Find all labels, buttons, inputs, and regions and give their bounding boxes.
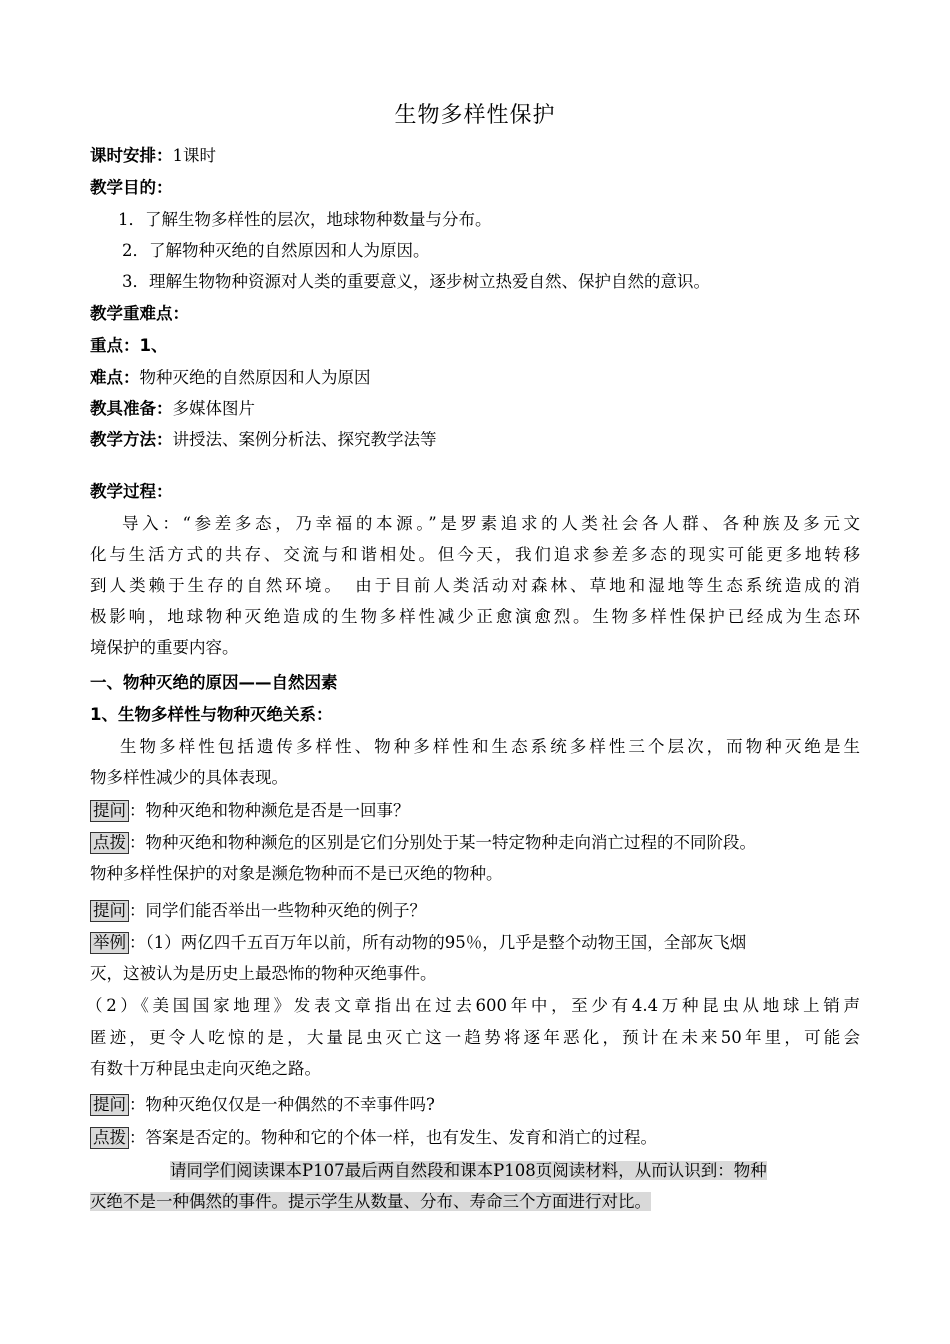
question-tag: 提问 [90,900,129,922]
reading-text: 请同学们阅读课本P107最后两自然段和课本P108页阅读材料，从而认识到：物种 [170,1161,767,1180]
aim-item: 3．理解生物物种资源对人类的重要意义，逐步树立热爱自然、保护自然的意识。 [122,272,710,291]
reading-line [90,1192,860,1212]
question-tag: 提问 [90,1094,129,1116]
example-tag: 举例 [90,932,129,954]
tools-value: 多媒体图片 [172,399,255,418]
tools-label: 教具准备： [90,399,173,418]
aim-item: 1．了解生物多样性的层次，地球物种数量与分布。 [118,210,492,229]
document-title: 生物多样性保护 [394,103,556,128]
paragraph-line: 物多样性减少的具体表现。 [90,768,288,787]
example-line: 有数十万种昆虫走向灭绝之路。 [90,1059,321,1078]
example-line [90,932,860,954]
subsection-heading: 1、生物多样性与物种灭绝关系： [90,705,333,724]
question-text: ：同学们能否举出一些物种灭绝的例子？ [129,901,426,920]
intro-line: 化与生活方式的共存、交流与和谐相处。但今天，我们追求参差多态的现实可能更多地转移 [90,545,860,564]
methods-value: 讲授法、案例分析法、探究教学法等 [172,430,437,449]
aim-item: 2．了解物种灭绝的自然原因和人为原因。 [122,241,430,260]
difficulty-value: 物种灭绝的自然原因和人为原因 [139,368,371,387]
schedule-label: 课时安排： [90,146,173,165]
hint-line [90,1127,860,1149]
focus-label: 重点：1、 [90,336,168,355]
methods-label: 教学方法： [90,430,173,449]
difficulty-label: 难点： [90,368,140,387]
hint-line: 物种多样性保护的对象是濒危物种而不是已灭绝的物种。 [90,864,503,883]
tools-line [90,399,860,419]
example-line: （2）《美国国家地理》发表文章指出在过去600年中，至少有4.4万种昆虫从地球上销声 [86,996,860,1015]
intro-line: 境保护的重要内容。 [90,638,239,657]
key-points-label: 教学重难点： [90,304,189,323]
example-line: 匿迹，更令人吃惊的是，大量昆虫灭亡这一趋势将逐年恶化，预计在未来50年里，可能会 [90,1028,860,1047]
schedule-value: 1课时 [172,146,216,165]
reading-text: 灭绝不是一种偶然的事件。提示学生从数量、分布、寿命三个方面进行对比。 [90,1192,651,1211]
methods-line [90,430,860,450]
intro-line: 极影响，地球物种灭绝造成的生物多样性减少正愈演愈烈。生物多样性保护已经成为生态环 [90,607,860,626]
example-line: 灭，这被认为是历史上最恐怖的物种灭绝事件。 [90,964,437,983]
example-text: ：（1）两亿四千五百万年以前，所有动物的95％，几乎是整个动物王国，全部灰飞烟 [129,933,747,952]
paragraph-line: 生物多样性包括遗传多样性、物种多样性和生态系统多样性三个层次，而物种灭绝是生 [120,737,860,756]
schedule-line [90,146,860,166]
difficulty-line [90,368,860,388]
question-tag: 提问 [90,800,129,822]
hint-tag: 点拨 [90,1127,129,1149]
reading-line [170,1161,860,1181]
intro-line: 到人类赖于生存的自然环境。 由于目前人类活动对森林、草地和湿地等生态系统造成的消 [90,576,860,595]
question-line [90,800,860,822]
hint-tag: 点拨 [90,832,129,854]
hint-line [90,832,860,854]
process-label: 教学过程： [90,482,173,501]
hint-text: ：答案是否定的。物种和它的个体一样，也有发生、发育和消亡的过程。 [129,1128,657,1147]
question-text: ：物种灭绝仅仅是一种偶然的不幸事件吗? [129,1095,435,1114]
hint-text: ：物种灭绝和物种濒危的区别是它们分别处于某一特定物种走向消亡过程的不同阶段。 [129,833,756,852]
question-line [90,900,860,922]
question-line [90,1094,860,1116]
section-heading: 一、物种灭绝的原因——自然因素 [90,673,338,692]
aims-label: 教学目的： [90,178,173,197]
intro-line: 导入：“参差多态，乃幸福的本源。”是罗素追求的人类社会各人群、各种族及多元文 [122,514,860,533]
question-text: ：物种灭绝和物种濒危是否是一回事？ [129,801,410,820]
